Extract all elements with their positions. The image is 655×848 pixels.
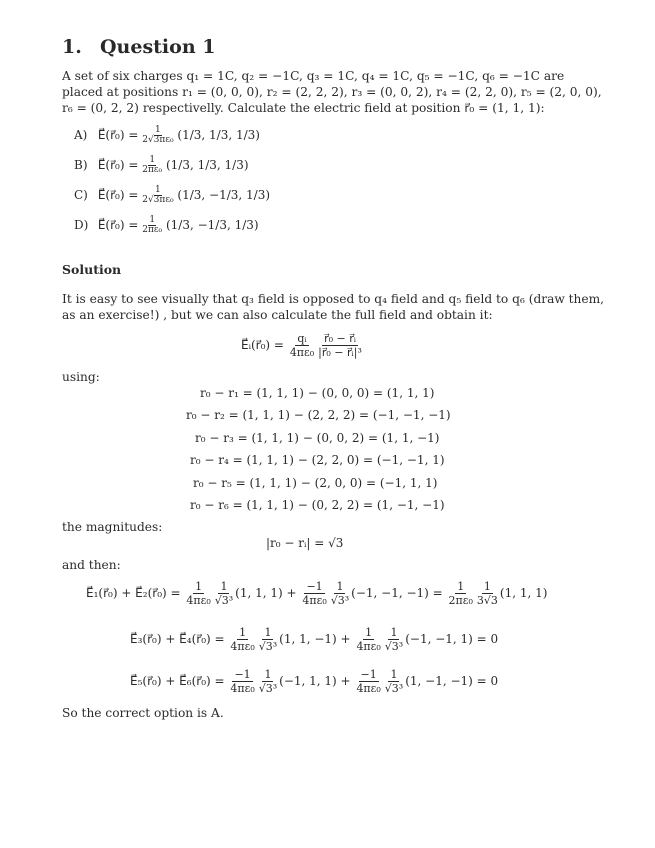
fraction-denominator: |r⃗₀ − r⃗ᵢ|³ bbox=[318, 346, 362, 359]
option-lhs: E⃗(r⃗₀) = bbox=[97, 218, 139, 232]
fraction-denominator: 2√3πε₀ bbox=[142, 195, 174, 205]
term-fraction bbox=[230, 668, 254, 695]
section-number: 1. bbox=[62, 36, 82, 58]
question-line: r₆ = (0, 2, 2) respectivelly. Calculate the electric field at position r⃗₀ = (1, 1, 1): bbox=[62, 101, 545, 115]
fraction-numerator: 1 bbox=[149, 155, 156, 165]
fraction-numerator: 1 bbox=[155, 185, 161, 195]
sum-row-2 bbox=[130, 626, 498, 653]
fraction-numerator: 1 bbox=[220, 580, 228, 593]
term-fraction bbox=[186, 580, 210, 607]
question-line: A set of six charges q₁ = 1C, q₂ = −1C, q₃ = 1C, q₄ = 1C, q₅ = −1C, q₆ = −1C are bbox=[62, 69, 565, 83]
sum-lhs: E⃗₃(r⃗₀) + E⃗₄(r⃗₀) = bbox=[130, 632, 225, 646]
option-c bbox=[74, 186, 270, 205]
option-vector: (1/3, 1/3, 1/3) bbox=[165, 158, 249, 172]
fraction-denominator: 2πε₀ bbox=[142, 225, 163, 235]
solution-intro bbox=[62, 291, 605, 323]
fraction-numerator: 1 bbox=[155, 125, 161, 135]
term-fraction bbox=[302, 580, 326, 607]
fraction-denominator: √3³ bbox=[330, 594, 350, 607]
fraction-numerator: 1 bbox=[195, 580, 203, 593]
difference-row: r₀ − r₄ = (1, 1, 1) − (2, 2, 0) = (−1, −1, 1) bbox=[190, 453, 445, 467]
sqrt-fraction bbox=[259, 626, 277, 653]
fraction-denominator: √3³ bbox=[214, 594, 234, 607]
fraction-denominator: √3³ bbox=[258, 640, 278, 653]
section-title bbox=[62, 36, 215, 58]
fraction-numerator: r⃗₀ − r⃗ᵢ bbox=[324, 332, 356, 345]
option-a bbox=[74, 126, 260, 145]
fraction-numerator: 1 bbox=[390, 668, 398, 681]
term-vector: (1, 1, −1) + bbox=[279, 632, 351, 646]
sum-lhs: E⃗₁(r⃗₀) + E⃗₂(r⃗₀) = bbox=[86, 586, 181, 600]
difference-row: r₀ − r₆ = (1, 1, 1) − (0, 2, 2) = (1, −1, −1) bbox=[190, 498, 445, 512]
fraction-numerator: 1 bbox=[336, 580, 344, 593]
fraction-denominator: 2πε₀ bbox=[142, 165, 163, 175]
formula-fraction-2 bbox=[318, 332, 362, 359]
fraction-numerator: qᵢ bbox=[297, 332, 307, 345]
option-d bbox=[74, 216, 259, 235]
fraction-numerator: 1 bbox=[149, 215, 156, 225]
sum-row-1 bbox=[86, 580, 547, 607]
fraction-denominator: 3√3 bbox=[476, 594, 498, 607]
option-label: B) bbox=[74, 158, 88, 172]
option-label: A) bbox=[74, 128, 88, 142]
option-lhs: E⃗(r⃗₀) = bbox=[97, 128, 139, 142]
fraction-denominator: 2√3πε₀ bbox=[142, 135, 174, 145]
term-vector: (1, 1, 1) + bbox=[235, 586, 297, 600]
solution-heading: Solution bbox=[62, 262, 122, 277]
fraction-numerator: −1 bbox=[234, 668, 251, 681]
option-fraction bbox=[142, 216, 162, 235]
fraction-denominator: √3³ bbox=[384, 640, 404, 653]
fraction-denominator: 4πε₀ bbox=[230, 640, 255, 653]
option-lhs: E⃗(r⃗₀) = bbox=[97, 158, 139, 172]
and-then-label: and then: bbox=[62, 558, 121, 572]
fraction-denominator: √3³ bbox=[258, 682, 278, 695]
sum-lhs: E⃗₅(r⃗₀) + E⃗₆(r⃗₀) = bbox=[130, 674, 225, 688]
difference-row: r₀ − r₁ = (1, 1, 1) − (0, 0, 0) = (1, 1, 1) bbox=[200, 386, 435, 400]
term-vector: (1, −1, −1) = 0 bbox=[405, 674, 499, 688]
formula-lhs: E⃗ᵢ(r⃗₀) = bbox=[241, 338, 284, 352]
term-fraction bbox=[356, 626, 380, 653]
result-fraction bbox=[477, 580, 498, 607]
difference-row: r₀ − r₅ = (1, 1, 1) − (2, 0, 0) = (−1, 1, 1) bbox=[193, 476, 438, 490]
fraction-numerator: 1 bbox=[390, 626, 398, 639]
option-label: D) bbox=[74, 218, 89, 232]
field-formula bbox=[241, 332, 364, 359]
fraction-numerator: 1 bbox=[365, 626, 373, 639]
question-line: placed at positions r₁ = (0, 0, 0), r₂ = (2, 2, 2), r₃ = (0, 0, 2), r₄ = (2, 2, 0), r₅ = (2, 0, 0), bbox=[62, 85, 602, 99]
fraction-numerator: −1 bbox=[306, 580, 323, 593]
formula-fraction-1 bbox=[290, 332, 314, 359]
fraction-numerator: 1 bbox=[483, 580, 491, 593]
sqrt-fraction bbox=[385, 668, 403, 695]
option-vector: (1/3, −1/3, 1/3) bbox=[177, 188, 271, 202]
option-vector: (1/3, −1/3, 1/3) bbox=[165, 218, 259, 232]
option-fraction bbox=[142, 186, 173, 205]
term-vector: (−1, 1, 1) + bbox=[279, 674, 351, 688]
term-fraction bbox=[230, 626, 254, 653]
magnitudes-label: the magnitudes: bbox=[62, 520, 163, 534]
section-title-text: Question 1 bbox=[100, 36, 216, 58]
term-vector: (−1, −1, 1) = 0 bbox=[405, 632, 499, 646]
term-fraction bbox=[356, 668, 380, 695]
question-paragraph bbox=[62, 68, 602, 116]
sqrt-fraction bbox=[331, 580, 349, 607]
fraction-denominator: 4πε₀ bbox=[230, 682, 255, 695]
fraction-numerator: 1 bbox=[264, 668, 272, 681]
option-fraction bbox=[142, 156, 162, 175]
option-fraction bbox=[142, 126, 173, 145]
intro-line: It is easy to see visually that q₃ field is opposed to q₄ field and q₅ field to q₆ (draw them, bbox=[62, 292, 605, 306]
fraction-numerator: 1 bbox=[457, 580, 465, 593]
intro-line: as an exercise!) , but we can also calculate the full field and obtain it: bbox=[62, 308, 493, 322]
difference-row: r₀ − r₃ = (1, 1, 1) − (0, 0, 2) = (1, 1, −1) bbox=[195, 431, 440, 445]
difference-row: r₀ − r₂ = (1, 1, 1) − (2, 2, 2) = (−1, −1, −1) bbox=[186, 408, 451, 422]
fraction-denominator: 4πε₀ bbox=[186, 594, 211, 607]
option-vector: (1/3, 1/3, 1/3) bbox=[177, 128, 260, 142]
fraction-denominator: 4πε₀ bbox=[356, 640, 381, 653]
fraction-numerator: 1 bbox=[239, 626, 247, 639]
sum-row-3 bbox=[130, 668, 498, 695]
fraction-denominator: 4πε₀ bbox=[356, 682, 381, 695]
fraction-denominator: 4πε₀ bbox=[289, 346, 315, 359]
option-lhs: E⃗(r⃗₀) = bbox=[97, 188, 139, 202]
using-label: using: bbox=[62, 370, 100, 384]
result-fraction bbox=[449, 580, 473, 607]
fraction-denominator: 4πε₀ bbox=[302, 594, 327, 607]
conclusion: So the correct option is A. bbox=[62, 706, 224, 720]
option-b bbox=[74, 156, 249, 175]
fraction-numerator: 1 bbox=[264, 626, 272, 639]
fraction-denominator: √3³ bbox=[384, 682, 404, 695]
term-vector: (−1, −1, −1) = bbox=[351, 586, 443, 600]
fraction-numerator: −1 bbox=[360, 668, 377, 681]
magnitude-equation: |r₀ − rᵢ| = √3 bbox=[266, 536, 344, 550]
sqrt-fraction bbox=[259, 668, 277, 695]
sqrt-fraction bbox=[215, 580, 233, 607]
fraction-denominator: 2πε₀ bbox=[448, 594, 473, 607]
sqrt-fraction bbox=[385, 626, 403, 653]
result-vector: (1, 1, 1) bbox=[499, 586, 548, 600]
option-label: C) bbox=[74, 188, 88, 202]
